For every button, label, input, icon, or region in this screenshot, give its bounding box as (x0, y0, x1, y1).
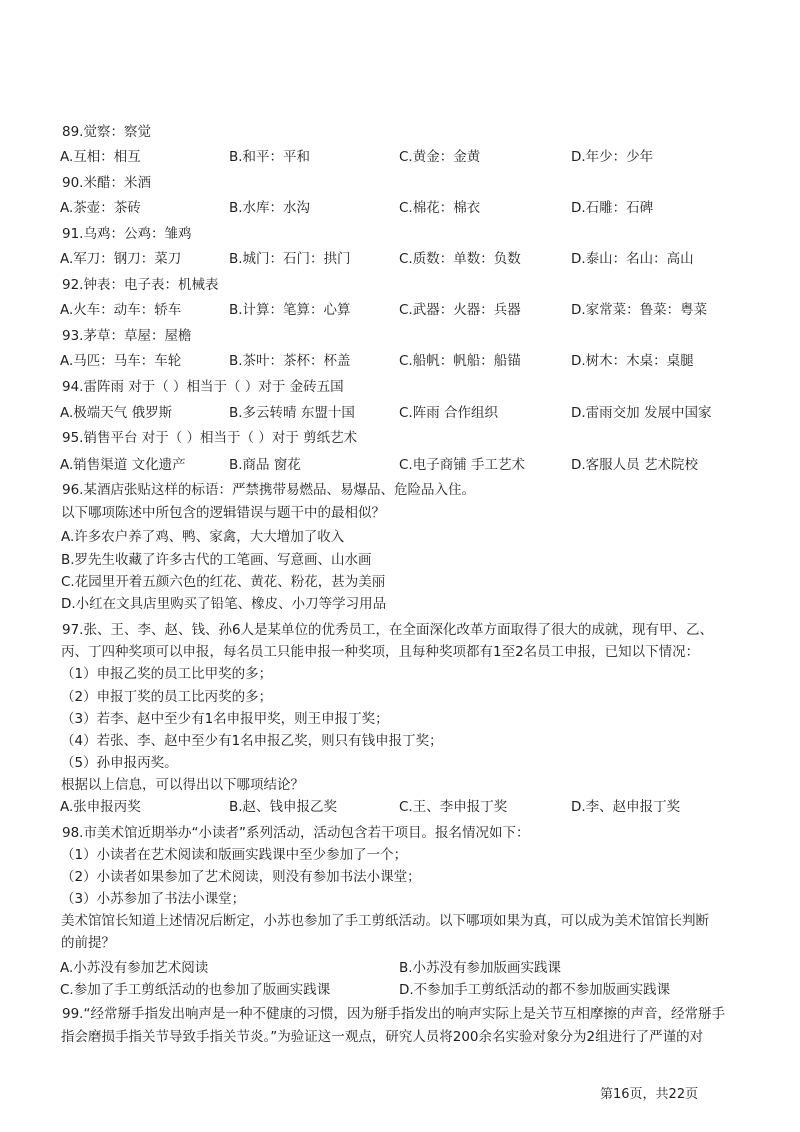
question-97-condition-1: （1）申报乙奖的员工比甲奖的多； (61, 666, 273, 682)
question-97-condition-2: （2）申报丁奖的员工比丙奖的多； (61, 689, 273, 705)
question-98-option-b: B.小苏没有参加版画实践课 (399, 960, 562, 976)
question-93-stem: 93.茅草：草屋：屋檐 (62, 328, 192, 344)
question-97-stem-continued: 丙、丁四种奖项可以申报，每名员工只能申报一种奖项，且每种奖项都有1至2名员工申报，已知以下情况： (61, 644, 700, 660)
question-96-option-d: D.小红在文具店里购买了铅笔、橡皮、小刀等学习用品 (61, 596, 387, 612)
question-89-option-c: C.黄金：金黄 (399, 149, 481, 165)
question-96-option-c: C.花园里开着五颜六色的红花、黄花、粉花，甚为美丽 (61, 574, 386, 590)
question-99-stem: 99.“经常掰手指发出响声是一种不健康的习惯，因为掰手指发出的响声实际上是关节互相摩擦的声音，经常掰手 (62, 1006, 725, 1022)
question-96-option-a: A.许多农户养了鸡、鸭、家禽，大大增加了收入 (61, 529, 345, 545)
question-98-question-continued: 的前提？ (61, 935, 115, 951)
question-89-option-a: A.互相：相互 (60, 149, 141, 165)
question-93-option-c: C.船帆：帆船：船锚 (399, 353, 521, 369)
question-94-option-d: D.雷雨交加 发展中国家 (571, 405, 712, 421)
page-number: 第16页，共22页 (600, 1087, 699, 1102)
question-94-stem: 94.雷阵雨 对于（ ）相当于（ ）对于 金砖五国 (62, 379, 344, 395)
question-92-stem: 92.钟表：电子表：机械表 (62, 277, 219, 293)
question-91-option-d: D.泰山：名山：高山 (571, 251, 694, 267)
question-92-option-c: C.武器：火器：兵器 (399, 302, 521, 318)
question-93-option-a: A.马匹：马车：车轮 (60, 353, 182, 369)
question-90-option-a: A.茶壶：茶砖 (60, 200, 141, 216)
question-95-option-c: C.电子商铺 手工艺术 (399, 457, 526, 473)
question-97-option-a: A.张申报丙奖 (60, 799, 141, 815)
question-90-option-b: B.水库：水沟 (229, 200, 311, 216)
question-98-option-c: C.参加了手工剪纸活动的也参加了版画实践课 (60, 982, 331, 998)
question-92-option-d: D.家常菜：鲁菜：粤菜 (571, 302, 708, 318)
question-93-option-d: D.树木：木桌：桌腿 (571, 353, 694, 369)
question-92-option-b: B.计算：笔算：心算 (229, 302, 351, 318)
question-93-option-b: B.茶叶：茶杯：杯盖 (229, 353, 351, 369)
question-97-question: 根据以上信息，可以得出以下哪项结论？ (61, 777, 304, 793)
question-91-option-b: B.城门：石门：拱门 (229, 251, 351, 267)
question-99-stem-continued: 指会磨损手指关节导致手指关节炎。”为验证这一观点，研究人员将200余名实验对象分为2组进行了严谨的对 (61, 1029, 704, 1045)
question-97-option-b: B.赵、钱申报乙奖 (229, 799, 338, 815)
question-95-option-b: B.商品 窗花 (229, 457, 301, 473)
question-97-option-d: D.李、赵申报丁奖 (571, 799, 681, 815)
question-94-option-b: B.多云转晴 东盟十国 (229, 405, 355, 421)
question-96-question: 以下哪项陈述中所包含的逻辑错误与题干中的最相似？ (61, 505, 385, 521)
question-98-condition-2: （2）小读者如果参加了艺术阅读，则没有参加书法小课堂； (61, 869, 421, 885)
question-95-option-a: A.销售渠道 文化遗产 (60, 457, 186, 473)
question-90-option-c: C.棉花：棉衣 (399, 200, 481, 216)
question-98-question: 美术馆馆长知道上述情况后断定，小苏也参加了手工剪纸活动。以下哪项如果为真，可以成为美术馆馆长判断 (61, 913, 709, 929)
question-91-option-a: A.军刀：钢刀：菜刀 (60, 251, 182, 267)
question-97-condition-5: （5）孙申报丙奖。 (61, 755, 178, 771)
question-98-condition-1: （1）小读者在艺术阅读和版画实践课中至少参加了一个； (61, 847, 408, 863)
question-98-stem: 98.市美术馆近期举办“小读者”系列活动，活动包含若干项目。报名情况如下： (62, 825, 530, 841)
question-96-option-b: B.罗先生收藏了许多古代的工笔画、写意画、山水画 (61, 552, 372, 568)
question-91-option-c: C.质数：单数：负数 (399, 251, 521, 267)
question-98-condition-3: （3）小苏参加了书法小课堂； (61, 891, 246, 907)
question-98-option-a: A.小苏没有参加艺术阅读 (60, 960, 209, 976)
question-96-stem: 96.某酒店张贴这样的标语：严禁携带易燃品、易爆品、危险品入住。 (62, 482, 475, 498)
question-92-option-a: A.火车：动车：轿车 (60, 302, 182, 318)
question-97-condition-4: （4）若张、李、赵中至少有1名申报乙奖，则只有钱申报丁奖； (61, 733, 443, 749)
question-97-stem: 97.张、王、李、赵、钱、孙6人是某单位的优秀员工，在全面深化改革方面取得了很大的成就，现有甲、乙、 (62, 622, 714, 638)
question-89-option-d: D.年少：少年 (571, 149, 654, 165)
question-89-stem: 89.觉察：察觉 (62, 124, 151, 140)
question-95-stem: 95.销售平台 对于（ ）相当于（ ）对于 剪纸艺术 (62, 430, 358, 446)
question-97-condition-3: （3）若李、赵中至少有1名申报甲奖，则王申报丁奖； (61, 711, 389, 727)
question-90-option-d: D.石雕：石碑 (571, 200, 654, 216)
question-94-option-a: A.极端天气 俄罗斯 (60, 405, 173, 421)
question-97-option-c: C.王、李申报丁奖 (399, 799, 508, 815)
question-91-stem: 91.乌鸡：公鸡：雏鸡 (62, 226, 192, 242)
question-90-stem: 90.米醋：米酒 (62, 175, 151, 191)
question-94-option-c: C.阵雨 合作组织 (399, 405, 499, 421)
question-95-option-d: D.客服人员 艺术院校 (571, 457, 698, 473)
question-98-option-d: D.不参加手工剪纸活动的都不参加版画实践课 (399, 982, 671, 998)
question-89-option-b: B.和平：平和 (229, 149, 311, 165)
